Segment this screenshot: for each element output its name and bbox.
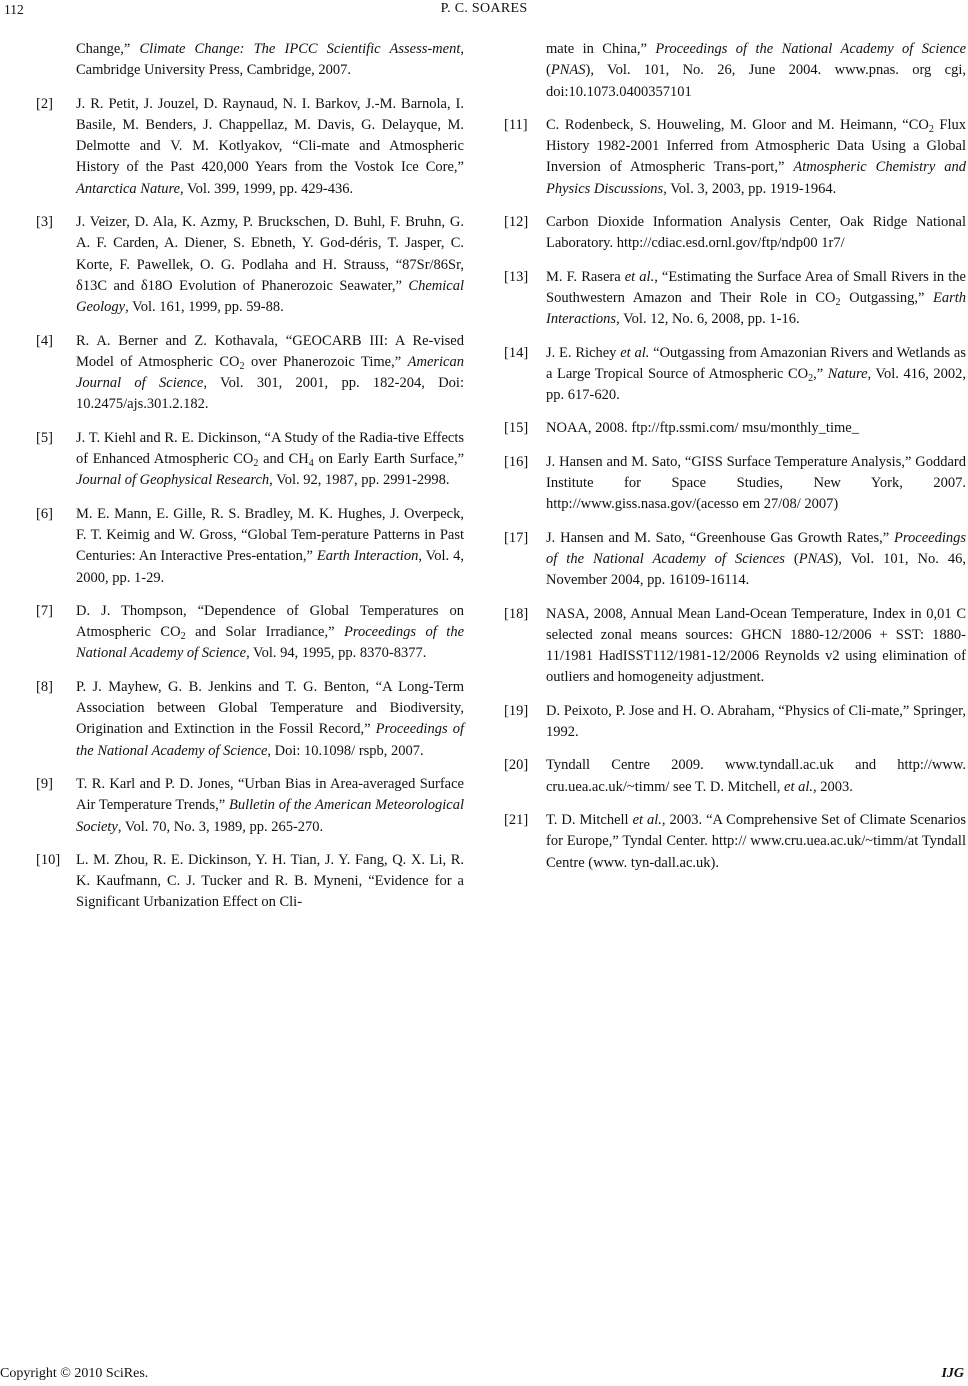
reference-entry bbox=[504, 755, 966, 798]
reference-entry bbox=[36, 504, 464, 589]
text-run: M. F. Rasera bbox=[546, 268, 625, 285]
reference-number: [6] bbox=[36, 505, 53, 522]
text-run: , Vol. 12, No. 6, 2008, pp. 1-16. bbox=[616, 311, 800, 328]
text-run: J. Veizer, D. Ala, K. Azmy, P. Bruckschen, D. Buhl, F. Bruhn, G. A. F. Carden, A. Diener, S. Ebneth, Y. God-déris, T. Jasper, C. Korte, F. Pawellek, O. G. Podlaha and H. Strauss, “87Sr/86Sr, δ13C and δ18O Evolution of Phanerozoic Seawater,” bbox=[76, 214, 464, 294]
reference-entry bbox=[504, 452, 966, 516]
subscript: 2 bbox=[808, 372, 814, 384]
reference-list bbox=[504, 115, 966, 874]
italic-text: Climate Change: The IPCC Scientific Assess-ment bbox=[139, 41, 461, 57]
reference-entry bbox=[36, 212, 464, 318]
text-run: over Phanerozoic Time,” bbox=[244, 353, 408, 370]
text-run: Change,” bbox=[76, 41, 140, 57]
reference-entry bbox=[36, 94, 464, 200]
text-run: J. Hansen and M. Sato, “GISS Surface Temperature Analysis,” Goddard Institute for Space Studies, New York, 2007. http://www.giss.nasa.gov/(acesso em 27/08/ 2007) bbox=[546, 453, 966, 513]
text-run: Flux History 1982-2001 Inferred from Atmospheric Data Using a Global Inversion of Atmospheric Trans-port,” bbox=[546, 116, 967, 176]
text-run: , Cambridge University Press, Cambridge, 2007. bbox=[76, 41, 464, 79]
text-run: , Vol. 92, 1987, pp. 2991-2998. bbox=[269, 472, 450, 489]
reference-entry bbox=[36, 677, 464, 762]
text-run: ( bbox=[546, 62, 551, 79]
reference-number: [17] bbox=[504, 529, 529, 546]
text-run: ( bbox=[784, 550, 799, 567]
reference-entry bbox=[504, 810, 966, 874]
page-number: 112 bbox=[4, 2, 24, 17]
text-run: mate in China,” bbox=[546, 41, 656, 57]
subscript: 2 bbox=[835, 296, 841, 308]
text-run: , Vol. 94, 1995, pp. 8370-8377. bbox=[246, 645, 427, 662]
italic-text: et al. bbox=[624, 268, 655, 285]
text-run: , 2003. “A Comprehensive Set of Climate Scenarios for Europe,” Tyndal Center. http:// www.cru.uea.ac.uk/~timm/at Tyndall Centre (www. tyn-dall.ac.uk). bbox=[546, 811, 966, 871]
italic-text: Journal of Geophysical Research bbox=[76, 472, 270, 489]
reference-number: [8] bbox=[36, 678, 53, 695]
reference-number: [18] bbox=[504, 605, 529, 622]
reference-number: [12] bbox=[504, 214, 529, 231]
italic-text: et al. bbox=[620, 344, 650, 361]
text-run: C. Rodenbeck, S. Houweling, M. Gloor and M. Heimann, “CO bbox=[546, 116, 929, 133]
reference-entry bbox=[504, 343, 966, 407]
text-run: , “Estimating the Surface Area of Small Rivers in the Southwestern Amazon and Their Role in CO bbox=[546, 268, 966, 306]
reference-number: [5] bbox=[36, 429, 53, 446]
text-run: , Vol. 161, 1999, pp. 59-88. bbox=[125, 299, 284, 316]
reference-list bbox=[36, 94, 464, 914]
reference-entry bbox=[36, 331, 464, 416]
italic-text: Antarctica Nature bbox=[76, 180, 181, 197]
reference-entry bbox=[504, 267, 966, 331]
text-run: J. E. Richey bbox=[546, 344, 621, 361]
text-run: P. J. Mayhew, G. B. Jenkins and T. G. Benton, “A Long-Term Association between Global Temperature and Biodiversity, Origination and Extinction in the Fossil Record,” bbox=[76, 678, 464, 738]
text-run: on Early Earth Surface,” bbox=[313, 451, 464, 468]
reference-column-right bbox=[504, 39, 966, 886]
subscript: 2 bbox=[239, 360, 245, 372]
italic-text: Proceedings of the National Academy of Science bbox=[76, 624, 465, 662]
reference-number: [14] bbox=[504, 344, 529, 361]
text-run: Carbon Dioxide Information Analysis Center, Oak Ridge National Laboratory. http://cdiac.esd.ornl.gov/ftp/ndp00 1r7/ bbox=[546, 214, 966, 252]
text-run: , Vol. 399, 1999, pp. 429-436. bbox=[180, 180, 354, 197]
text-run: R. A. Berner and Z. Kothavala, “GEOCARB III: A Re-vised Model of Atmospheric CO bbox=[76, 332, 464, 370]
subscript: 4 bbox=[308, 458, 314, 470]
reference-number: [16] bbox=[504, 453, 529, 470]
italic-text: et al. bbox=[632, 811, 662, 828]
reference-entry bbox=[504, 528, 966, 592]
reference-continuation bbox=[36, 39, 464, 82]
reference-entry bbox=[504, 701, 966, 744]
italic-text: Earth Interaction bbox=[316, 548, 419, 565]
text-run: J. Hansen and M. Sato, “Greenhouse Gas Growth Rates,” bbox=[546, 529, 895, 546]
reference-entry bbox=[504, 604, 966, 689]
text-run: J. T. Kiehl and R. E. Dickinson, “A Study of the Radia-tive Effects of Enhanced Atmospheric CO bbox=[76, 429, 464, 468]
text-run: D. Peixoto, P. Jose and H. O. Abraham, “Physics of Cli-mate,” Springer, 1992. bbox=[546, 702, 966, 741]
italic-text: Chemical Geology bbox=[76, 277, 464, 316]
journal-abbreviation: IJG bbox=[941, 1366, 964, 1381]
text-run: “Outgassing from Amazonian Rivers and Wetlands as a Large Tropical Source of Atmospheric CO bbox=[546, 344, 966, 382]
text-run: ), Vol. 101, No. 46, November 2004, pp. 16109-16114. bbox=[546, 550, 966, 589]
reference-number: [11] bbox=[504, 116, 528, 133]
text-run: NOAA, 2008. ftp://ftp.ssmi.com/ msu/monthly_time_ bbox=[546, 420, 859, 437]
subscript: 2 bbox=[928, 123, 934, 135]
reference-number: [10] bbox=[36, 851, 61, 868]
text-run: and Solar Irradiance,” bbox=[185, 624, 345, 641]
text-run: L. M. Zhou, R. E. Dickinson, Y. H. Tian, J. Y. Fang, Q. X. Li, R. K. Kaufmann, C. J. Tucker and R. B. Myneni, “Evidence for a Significant Urbanization Effect on Cli- bbox=[76, 851, 464, 911]
reference-number: [13] bbox=[504, 268, 529, 285]
text-run: Tyndall Centre 2009. www.tyndall.ac.uk and http://www. cru.uea.ac.uk/~timm/ see T. D. Mitchell, bbox=[546, 757, 966, 795]
italic-text: et al. bbox=[784, 778, 814, 795]
text-run: , Vol. 301, 2001, pp. 182-204, Doi: 10.2475/ajs.301.2.182. bbox=[76, 375, 464, 413]
reference-number: [15] bbox=[504, 420, 529, 437]
reference-entry bbox=[36, 774, 464, 838]
reference-number: [20] bbox=[504, 757, 529, 774]
reference-entry bbox=[36, 850, 464, 914]
text-run: Outgassing,” bbox=[840, 289, 933, 306]
reference-number: [9] bbox=[36, 775, 53, 792]
text-run: , Vol. 70, No. 3, 1989, pp. 265-270. bbox=[117, 818, 324, 835]
copyright-notice: Copyright © 2010 SciRes. bbox=[0, 1366, 149, 1381]
text-run: T. R. Karl and P. D. Jones, “Urban Bias in Area-averaged Surface Air Temperature Trends,” bbox=[76, 775, 464, 814]
reference-entry bbox=[504, 418, 966, 439]
reference-column-left bbox=[36, 39, 464, 926]
reference-entry bbox=[36, 601, 464, 665]
text-run: NASA, 2008, Annual Mean Land-Ocean Temperature, Index in 0,01 C selected zonal means sources: GHCN 1880-12/2006 + SST: 1880-11/1981 HadISST112/1981-12/2006 Reynolds v2 using elimination of outliers and homogeneity adjustment. bbox=[546, 605, 966, 686]
text-run: ,” bbox=[813, 365, 828, 382]
text-run: , 2003. bbox=[813, 778, 853, 795]
reference-number: [3] bbox=[36, 214, 53, 231]
reference-entry bbox=[504, 115, 966, 200]
text-run: , Vol. 3, 2003, pp. 1919-1964. bbox=[663, 180, 837, 197]
text-run: J. R. Petit, J. Jouzel, D. Raynaud, N. I. Barkov, J.-M. Barnola, I. Basile, M. Benders, J. Chappellaz, M. Davis, G. Delayque, M. Delmotte and V. M. Kotlyakov, “Cli-mate and Atmospheric History of the Past 420,000 Years from the Vostok Ice Core,” bbox=[76, 95, 464, 176]
italic-text: Bulletin of the American Meteorological Society bbox=[76, 797, 464, 835]
italic-text: Earth Interactions bbox=[546, 289, 967, 328]
italic-text: Proceedings of the National Academy of Science bbox=[655, 41, 967, 57]
reference-number: [7] bbox=[36, 602, 53, 619]
italic-text: Nature bbox=[827, 365, 868, 382]
reference-number: [2] bbox=[36, 95, 53, 112]
text-run: ), Vol. 101, No. 26, June 2004. www.pnas. org cgi, doi:10.1073.0400357101 bbox=[546, 62, 966, 100]
text-run: D. J. Thompson, “Dependence of Global Temperatures on Atmospheric CO bbox=[76, 602, 464, 641]
text-run: , Vol. 4, 2000, pp. 1-29. bbox=[76, 548, 464, 586]
subscript: 2 bbox=[180, 631, 186, 643]
text-run: , Doi: 10.1098/ rspb, 2007. bbox=[267, 742, 424, 759]
reference-number: [21] bbox=[504, 811, 529, 828]
text-run: , Vol. 416, 2002, pp. 617-620. bbox=[546, 365, 967, 404]
italic-text: Atmospheric Chemistry and Physics Discussions bbox=[546, 159, 966, 197]
reference-entry bbox=[504, 212, 966, 255]
text-run: M. E. Mann, E. Gille, R. S. Bradley, M. K. Hughes, J. Overpeck, F. T. Keimig and W. Gross, “Global Tem-perature Patterns in Past Centuries: An Interactive Pres-entation,” bbox=[76, 505, 464, 565]
reference-entry bbox=[36, 428, 464, 492]
subscript: 2 bbox=[253, 458, 259, 470]
running-head: P. C. SOARES bbox=[440, 1, 528, 16]
text-run: T. D. Mitchell bbox=[546, 811, 633, 828]
italic-text: Proceedings of the National Academy of Science bbox=[76, 721, 464, 759]
reference-number: [4] bbox=[36, 332, 53, 349]
reference-number: [19] bbox=[504, 702, 529, 719]
italic-text: PNAS bbox=[550, 62, 586, 79]
italic-text: PNAS bbox=[798, 550, 834, 567]
reference-continuation bbox=[504, 39, 966, 103]
text-run: and CH bbox=[258, 451, 309, 468]
italic-text: American Journal of Science bbox=[76, 353, 464, 392]
italic-text: Proceedings of the National Academy of Sciences bbox=[546, 529, 966, 567]
